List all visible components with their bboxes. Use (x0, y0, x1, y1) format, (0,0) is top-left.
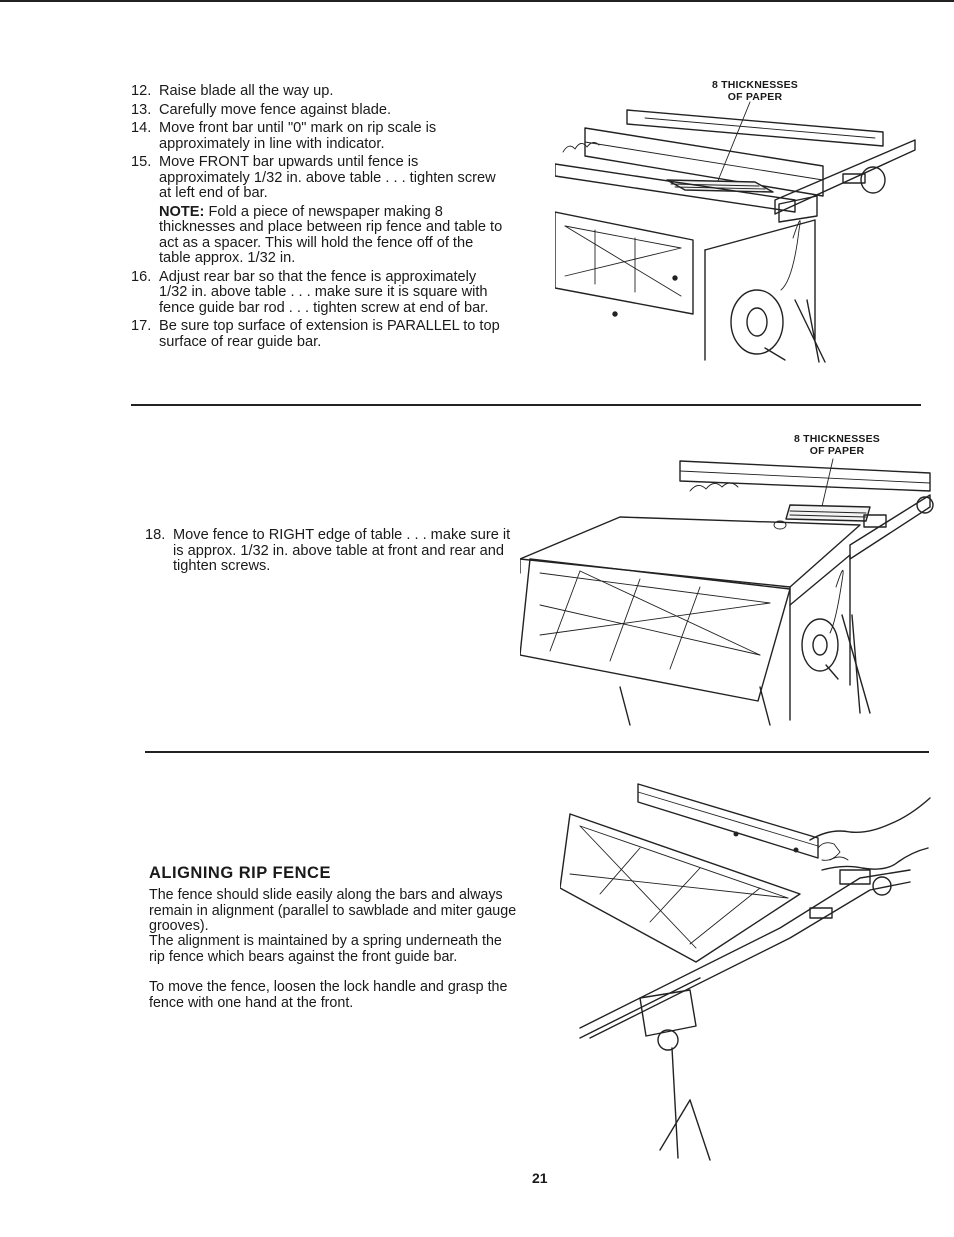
step-12: 12. Raise blade all the way up. (131, 83, 334, 99)
step-13: 13. Carefully move fence against blade. (131, 101, 392, 118)
page-top-border (0, 0, 954, 2)
aligning-rip-fence-illustration (560, 778, 940, 1163)
section-heading-aligning-rip-fence: ALIGNING RIP FENCE (149, 864, 331, 882)
step-18: 18. Move fence to RIGHT edge of table . . . make sure it is approx. 1/32 in. above table at front and rear and tighten screws. (145, 527, 511, 574)
step-17: 17. Be sure top surface of extension is PARALLEL to top surface of rear guide bar. (131, 318, 500, 350)
alignment-steps-list (131, 84, 503, 353)
step-14: 14. Move front bar until "0" mark on rip scale is approximately in line with indicator. (131, 120, 437, 152)
step-15-note: NOTE: Fold a piece of newspaper making 8 thicknesses and place between rip fence and table to act as a spacer. This will hold the fence off of the table approx. 1/32 in. (159, 203, 503, 266)
table-saw-illustration-1 (555, 100, 920, 390)
paragraph-alignment-spring: The alignment is maintained by a spring underneath the rip fence which bears against the front guide bar. (149, 933, 502, 965)
fence-right-edge-step (145, 528, 517, 578)
paper-thickness-callout-1: 8 THICKNESSES OF PAPER (711, 79, 799, 103)
section-divider-2 (145, 751, 929, 753)
paragraph-fence-slide: The fence should slide easily along the bars and always remain in alignment (parallel to sawblade and miter gauge grooves). (149, 887, 517, 934)
step-15: 15. Move FRONT bar upwards until fence is approximately 1/32 in. above table . . . tighten screw at left end of bar. NOTE: Fold a piece of newspaper making 8 thicknesses and place between rip fence and table to act as a spacer. This will hold the fence off of the table approx. 1/32 in. (131, 154, 503, 266)
page-number: 21 (532, 1170, 548, 1186)
section-divider-1 (131, 404, 921, 406)
table-saw-illustration-2 (520, 455, 940, 730)
step-16: 16. Adjust rear bar so that the fence is approximately 1/32 in. above table . . . make sure it is square with fence guide bar rod . . . tighten screw at end of bar. (131, 268, 489, 316)
paper-thickness-callout-2: 8 THICKNESSES OF PAPER (793, 433, 881, 457)
paragraph-move-fence: To move the fence, loosen the lock handle and grasp the fence with one hand at the front. (149, 979, 508, 1011)
